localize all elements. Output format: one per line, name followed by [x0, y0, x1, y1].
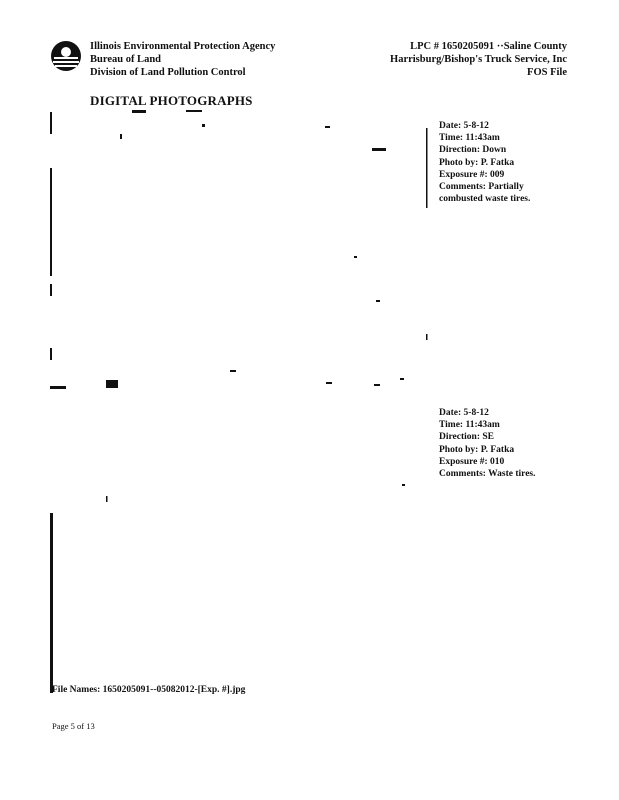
photo-2-comments: Comments: Waste tires.: [439, 469, 536, 480]
photo-2-time: Time: 11:43am: [439, 420, 500, 431]
file-type: FOS File: [527, 67, 567, 78]
photo-2-direction: Direction: SE: [439, 432, 494, 443]
file-names: File Names: 1650205091--05082012-[Exp. #].jpg: [52, 685, 246, 695]
illinois-epa-logo-icon: [50, 40, 82, 72]
photo-1-direction: Direction: Down: [439, 145, 507, 156]
bureau-name: Bureau of Land: [90, 54, 161, 65]
photo-1-date: Date: 5-8-12: [439, 121, 489, 131]
photo-2-info: [439, 407, 559, 480]
site-name: Harrisburg/Bishop's Truck Service, Inc: [390, 54, 567, 65]
agency-name: Illinois Environmental Protection Agency: [90, 41, 276, 52]
page-number: Page 5 of 13: [52, 721, 95, 731]
page-title: DIGITAL PHOTOGRAPHS: [90, 93, 253, 108]
photo-1-photographer: Photo by: P. Fatka: [439, 157, 515, 168]
photo-2-date: Date: 5-8-12: [439, 408, 489, 418]
lpc-number: LPC # 1650205091 ··Saline County: [410, 41, 567, 52]
photo-1-comments: Comments: Partially: [439, 182, 524, 193]
photo-1-time: Time: 11:43am: [439, 133, 500, 144]
site-block: [390, 40, 567, 79]
photo-2-photographer: Photo by: P. Fatka: [439, 444, 515, 455]
agency-block: [90, 40, 275, 79]
photo-2-exposure: Exposure #: 010: [439, 456, 505, 467]
photo-1-exposure: Exposure #: 009: [439, 169, 505, 180]
photo-1-info: [439, 120, 559, 205]
photo-2: [50, 398, 428, 698]
division-name: Division of Land Pollution Control: [90, 67, 246, 78]
photo-1: [50, 108, 428, 396]
photo-1-comments-cont: combusted waste tires.: [439, 194, 531, 205]
